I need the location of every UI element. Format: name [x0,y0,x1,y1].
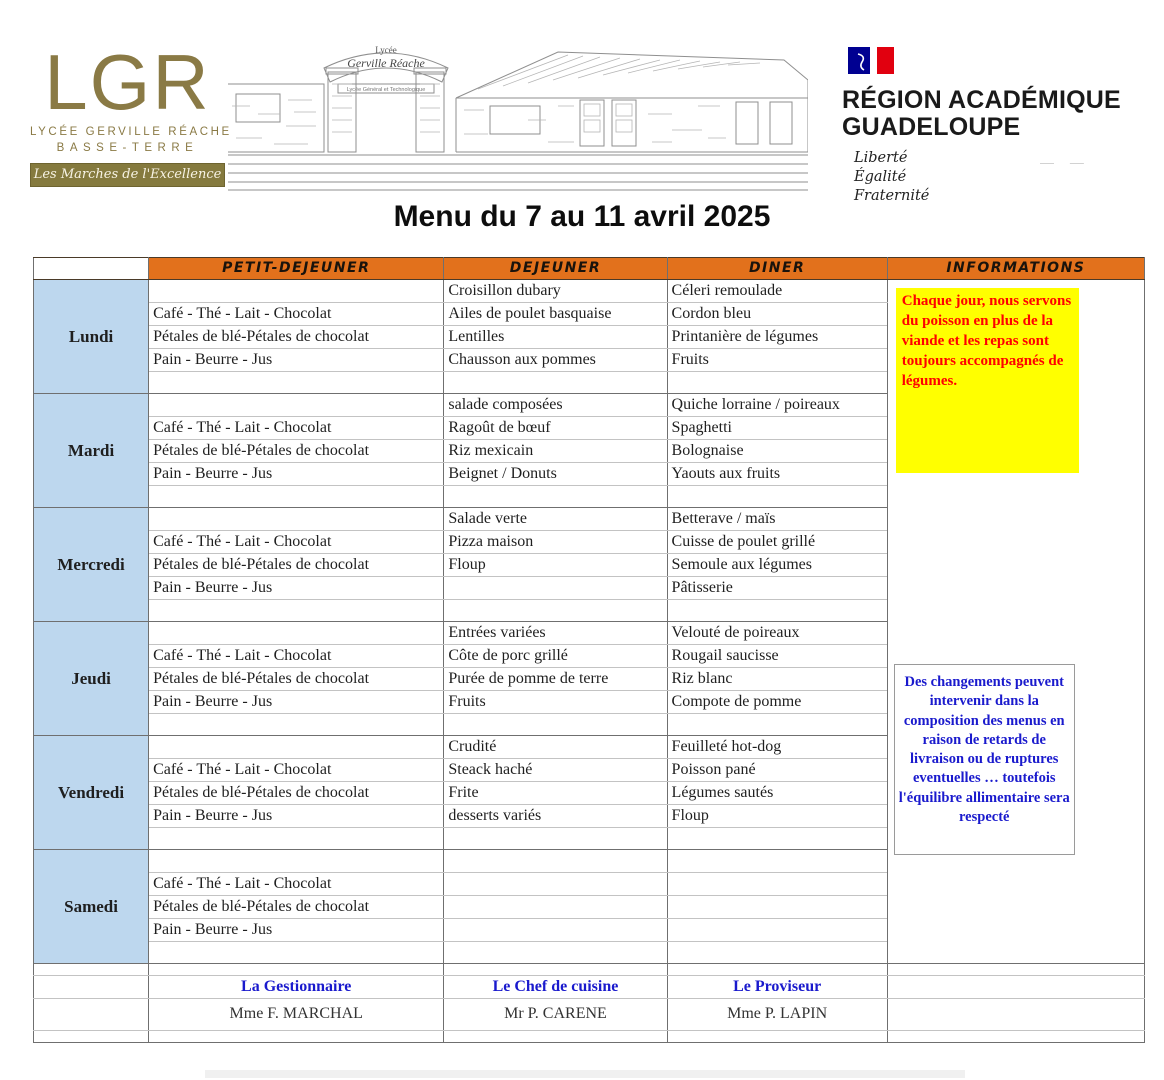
spacer-cell [149,828,444,850]
lgr-school-name: LYCÉE GERVILLE RÉACHE [30,126,232,138]
spacer-cell [667,600,887,622]
breakfast-item [149,736,444,759]
dinner-item: Velouté de poireaux [667,622,887,645]
spacer-cell [149,372,444,394]
breakfast-item: Pain - Beurre - Jus [149,919,444,942]
column-header-0: PETIT-DEJEUNER [149,258,444,280]
breakfast-item [149,508,444,531]
breakfast-item: Pain - Beurre - Jus [149,691,444,714]
breakfast-item: Pétales de blé-Pétales de chocolat [149,896,444,919]
column-header-2: DINER [667,258,887,280]
dinner-item [667,873,887,896]
empty-cell [34,976,149,999]
page-edge-strip [205,1070,965,1078]
signature-role-0: La Gestionnaire [149,976,444,999]
school-building-illustration [228,34,808,196]
lunch-item: Ragoût de bœuf [444,417,667,440]
region-name-line2: GUADELOUPE [842,113,1021,141]
empty-cell [667,1031,887,1043]
column-header-3: INFORMATIONS [887,258,1144,280]
dinner-item [667,919,887,942]
page-header [0,0,1164,204]
lunch-item: Purée de pomme de terre [444,668,667,691]
dinner-item: Poisson pané [667,759,887,782]
breakfast-item: Pétales de blé-Pétales de chocolat [149,554,444,577]
lunch-item: Floup [444,554,667,577]
dinner-item: Quiche lorraine / poireaux [667,394,887,417]
dinner-item: Feuilleté hot-dog [667,736,887,759]
lunch-item [444,577,667,600]
dinner-item: Semoule aux légumes [667,554,887,577]
lunch-item: Salade verte [444,508,667,531]
faded-marks: — — [1040,154,1090,170]
spacer-cell [667,372,887,394]
empty-cell [887,964,1144,976]
column-header-1: DEJEUNER [444,258,667,280]
lunch-item: Fruits [444,691,667,714]
spacer-cell [444,714,667,736]
lunch-item: Steack haché [444,759,667,782]
spacer-cell [667,714,887,736]
lunch-item: Frite [444,782,667,805]
spacer-cell [444,828,667,850]
empty-cell [444,1031,667,1043]
menu-table [33,257,1145,1043]
breakfast-item [149,850,444,873]
breakfast-item: Pétales de blé-Pétales de chocolat [149,782,444,805]
spacer-cell [444,372,667,394]
motto-liberte: Liberté [854,150,908,166]
page-title: Menu du 7 au 11 avril 2025 [393,200,771,233]
dinner-item: Rougail saucisse [667,645,887,668]
republic-motto [854,149,1162,206]
signature-name-2: Mme P. LAPIN [667,999,887,1031]
dinner-item: Printanière de légumes [667,326,887,349]
dinner-item [667,850,887,873]
breakfast-item: Pain - Beurre - Jus [149,577,444,600]
spacer-cell [667,942,887,964]
lunch-item [444,873,667,896]
region-name-line1: RÉGION ACADÉMIQUE [842,86,1121,114]
day-cell-vendredi: Vendredi [34,736,149,850]
day-cell-samedi: Samedi [34,850,149,964]
spacer-cell [444,486,667,508]
signature-name-1: Mr P. CARENE [444,999,667,1031]
lunch-item [444,896,667,919]
lunch-item [444,919,667,942]
spacer-cell [149,486,444,508]
breakfast-item: Pain - Beurre - Jus [149,463,444,486]
empty-cell [887,999,1144,1031]
motto-egalite: Égalité [854,169,907,185]
region-academique-logo [842,46,1162,206]
lunch-item: Beignet / Donuts [444,463,667,486]
breakfast-item: Pétales de blé-Pétales de chocolat [149,326,444,349]
day-cell-lundi: Lundi [34,280,149,394]
empty-cell [444,964,667,976]
empty-cell [887,1031,1144,1043]
empty-cell [34,1031,149,1043]
dinner-item: Riz blanc [667,668,887,691]
lgr-city: BASSE-TERRE [56,142,199,154]
column-header-corner [34,258,149,280]
dinner-item: Bolognaise [667,440,887,463]
breakfast-item: Café - Thé - Lait - Chocolat [149,759,444,782]
day-cell-jeudi: Jeudi [34,622,149,736]
spacer-cell [444,600,667,622]
info-box-daily-fish: Chaque jour, nous servons du poisson en plus de la viande et les repas sont toujours accompagnés de légumes. [896,288,1079,473]
french-flag-icon [846,46,896,76]
spacer-cell [444,942,667,964]
breakfast-item: Café - Thé - Lait - Chocolat [149,417,444,440]
empty-cell [667,964,887,976]
lunch-item: Lentilles [444,326,667,349]
informations-cell [887,280,1144,964]
day-cell-mercredi: Mercredi [34,508,149,622]
lgr-logo [30,38,232,187]
lunch-item [444,850,667,873]
empty-cell [149,964,444,976]
dinner-item [667,896,887,919]
lunch-item: desserts variés [444,805,667,828]
empty-cell [34,964,149,976]
dinner-item: Yaouts aux fruits [667,463,887,486]
spacer-cell [149,714,444,736]
lunch-item: Ailes de poulet basquaise [444,303,667,326]
breakfast-item: Pétales de blé-Pétales de chocolat [149,668,444,691]
dinner-item: Spaghetti [667,417,887,440]
day-cell-mardi: Mardi [34,394,149,508]
breakfast-item: Café - Thé - Lait - Chocolat [149,873,444,896]
lunch-item: Riz mexicain [444,440,667,463]
building-line-drawing-icon [228,34,808,196]
empty-cell [34,999,149,1031]
breakfast-item: Pétales de blé-Pétales de chocolat [149,440,444,463]
breakfast-item: Pain - Beurre - Jus [149,805,444,828]
lgr-motto-banner: Les Marches de l'Excellence [30,163,225,187]
dinner-item: Céleri remoulade [667,280,887,303]
dinner-item: Floup [667,805,887,828]
lunch-item: salade composées [444,394,667,417]
arch-sign-line2: Gerville Réache [347,56,425,70]
lunch-item: Crudité [444,736,667,759]
spacer-cell [149,600,444,622]
spacer-cell [149,942,444,964]
breakfast-item: Café - Thé - Lait - Chocolat [149,531,444,554]
lunch-item: Croisillon dubary [444,280,667,303]
spacer-cell [667,828,887,850]
dinner-item: Fruits [667,349,887,372]
dinner-item: Cuisse de poulet grillé [667,531,887,554]
arch-sign-line1: Lycée [375,45,397,55]
signature-role-2: Le Proviseur [667,976,887,999]
dinner-item: Cordon bleu [667,303,887,326]
breakfast-item [149,394,444,417]
info-box-menu-changes: Des changements peuvent intervenir dans la composition des menus en raison de retards de livraison ou de ruptures eventuelles … toutefois l'équilibre allimentaire sera respecté [894,664,1075,855]
lunch-item: Entrées variées [444,622,667,645]
breakfast-item [149,280,444,303]
lunch-item: Pizza maison [444,531,667,554]
lgr-acronym: LGR [44,38,211,126]
empty-cell [149,1031,444,1043]
breakfast-item: Café - Thé - Lait - Chocolat [149,645,444,668]
menu-grid [33,257,1145,1043]
breakfast-item [149,622,444,645]
arch-sign-subtitle: Lycée Général et Technologique [346,87,426,93]
empty-cell [887,976,1144,999]
dinner-item: Légumes sautés [667,782,887,805]
breakfast-item: Café - Thé - Lait - Chocolat [149,303,444,326]
spacer-cell [667,486,887,508]
dinner-item: Pâtisserie [667,577,887,600]
breakfast-item: Pain - Beurre - Jus [149,349,444,372]
lunch-item: Chausson aux pommes [444,349,667,372]
dinner-item: Compote de pomme [667,691,887,714]
signature-role-1: Le Chef de cuisine [444,976,667,999]
dinner-item: Betterave / maïs [667,508,887,531]
lunch-item: Côte de porc grillé [444,645,667,668]
motto-fraternite: Fraternité [854,188,930,204]
signature-name-0: Mme F. MARCHAL [149,999,444,1031]
